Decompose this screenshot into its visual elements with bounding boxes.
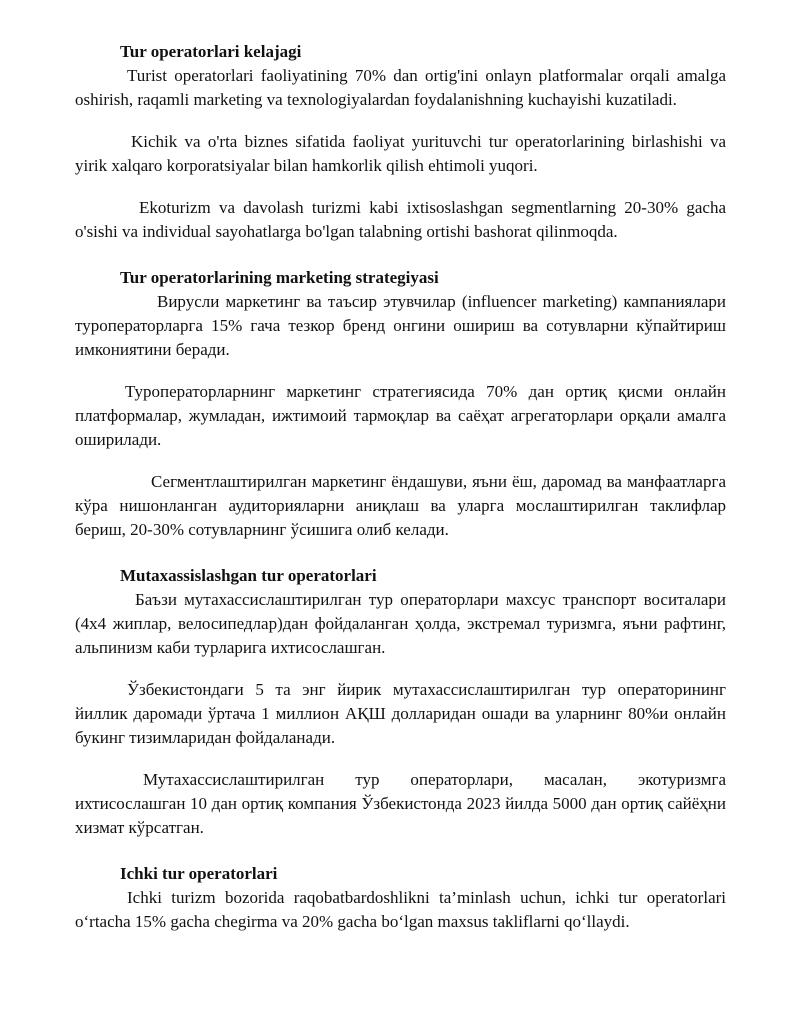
paragraph: Ichki turizm bozorida raqobatbardoshlikni ta’minlash uchun, ichki tur operatorlari o‘rtacha 15% gacha chegirma va 20% gacha bo‘lgan maxsus takliflarni qo‘llaydi.: [75, 888, 726, 931]
paragraph: Баъзи мутахассислаштирилган тур операторлари махсус транспорт воситалари (4x4 жиплар, велосипедлар)дан фойдаланган ҳолда, экстремал туризмга, яъни рафтинг, альпинизм каби турларига ихтисослашган.: [75, 590, 726, 657]
section-domestic: [75, 862, 726, 934]
section-heading: Ichki tur operatorlari: [120, 864, 278, 883]
paragraph: Сегментлаштирилган маркетинг ёндашуви, яъни ёш, даромад ва манфаатларга кўра нишонланган аудиторияларни аниқлаш ва уларга мослаштирилган таклифлар бериш, 20-30% сотувларнинг ўсишига олиб келади.: [75, 472, 726, 539]
paragraph: Мутахассислаштирилган тур операторлари, масалан, экотуризмга ихтисослашган 10 дан ортиқ компания Ўзбекистонда 2023 йилда 5000 дан ортиқ сайёҳни хизмат кўрсатган.: [75, 770, 726, 837]
paragraph: Kichik va o'rta biznes sifatida faoliyat yurituvchi tur operatorlarining birlashishi va yirik xalqaro korporatsiyalar bilan hamkorlik qilish ehtimoli yuqori.: [75, 132, 726, 175]
paragraph: Ekoturizm va davolash turizmi kabi ixtisoslashgan segmentlarning 20-30% gacha o'sishi va individual sayohatlarga bo'lgan talabning ortishi bashorat qilinmoqda.: [75, 198, 726, 241]
paragraph: Вирусли маркетинг ва таъсир этувчилар (influencer marketing) кампаниялари туроператорларга 15% гача тезкор бренд онгини ошириш ва сотувларни кўпайтириш имкониятини беради.: [75, 292, 726, 359]
section-specialized: [75, 564, 726, 840]
paragraph: Туроператорларнинг маркетинг стратегиясида 70% дан ортиқ қисми онлайн платформалар, жумладан, ижтимоий тармоқлар ва саёҳат агрегаторлари орқали амалга оширилади.: [75, 382, 726, 449]
document-page: [75, 40, 726, 956]
section-heading: Tur operatorlari kelajagi: [120, 42, 302, 61]
paragraph: Ўзбекистондаги 5 та энг йирик мутахассислаштирилган тур операторининг йиллик даромади ўртача 1 миллион АҚШ долларидан ошади ва уларнинг 80%и онлайн букинг тизимларидан фойдаланади.: [75, 680, 726, 747]
paragraph: Turist operatorlari faoliyatining 70% dan ortig'ini onlayn platformalar orqali amalga oshirish, raqamli marketing va texnologiyalardan foydalanishning kuchayishi kuzatiladi.: [75, 66, 726, 109]
section-future: [75, 40, 726, 244]
section-marketing: [75, 266, 726, 542]
section-heading: Mutaxassislashgan tur operatorlari: [120, 566, 377, 585]
section-heading: Tur operatorlarining marketing strategiyasi: [120, 268, 439, 287]
